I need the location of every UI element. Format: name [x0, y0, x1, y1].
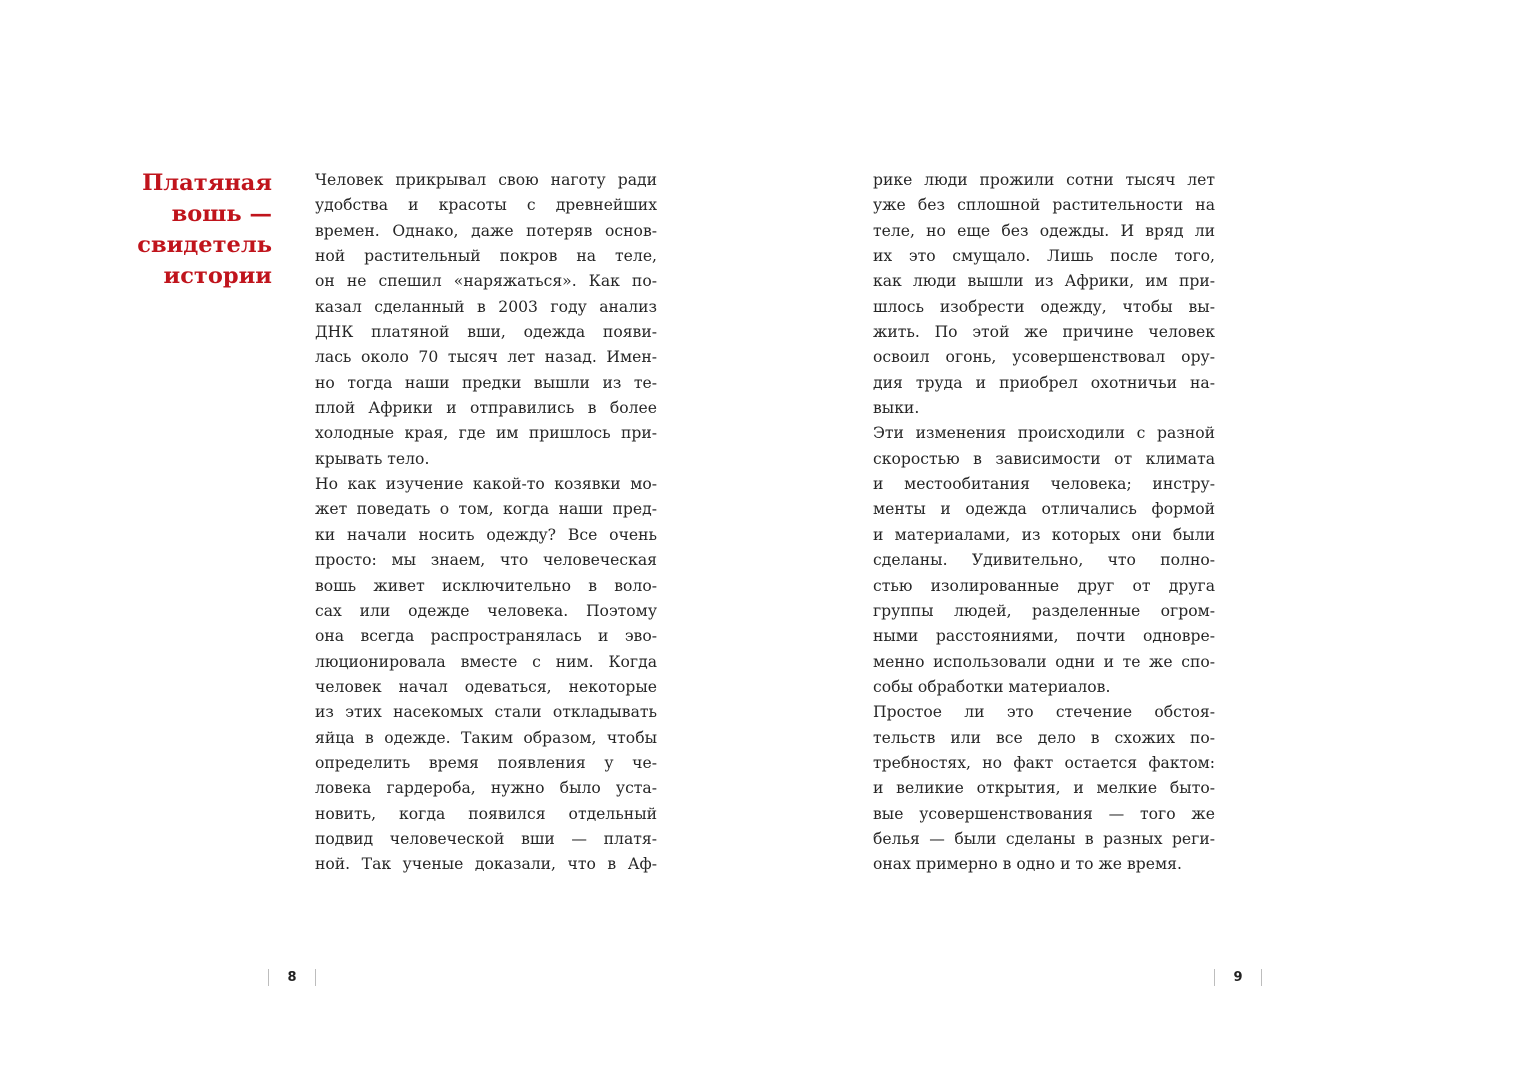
text-line: рике люди прожили сотни тысяч лет	[873, 171, 1215, 189]
heading-line: свидетель	[137, 232, 272, 258]
text-line: просто: мы знаем, что человеческая	[315, 551, 657, 570]
text-line: удобства и красоты с древнейших	[315, 196, 657, 215]
text-line: собы обработки материалов.	[873, 677, 1111, 696]
text-line: жить. По этой же причине человек	[873, 323, 1215, 342]
text-line: и великие открытия, и мелкие быто-	[873, 779, 1215, 798]
text-line: группы людей, разделенные огром-	[873, 601, 1215, 620]
page-number: 8	[287, 969, 297, 985]
text-line: ными расстояниями, почти одновре-	[873, 627, 1215, 646]
page-number-left	[268, 966, 316, 988]
text-line: подвид человеческой вши — платя-	[315, 829, 657, 848]
text-line: ной. Так ученые доказали, что в Аф-	[315, 855, 657, 874]
heading-line: истории	[163, 263, 272, 289]
text-line: теле, но еще без одежды. И вряд ли	[873, 221, 1215, 240]
text-line: менты и одежда отличались формой	[873, 500, 1215, 519]
text-line: вошь живет исключительно в воло-	[315, 576, 657, 595]
heading-line: Платяная	[142, 170, 272, 196]
text-line: он не спешил «наряжаться». Как по-	[315, 272, 657, 291]
text-line: освоил огонь, усовершенствовал ору-	[873, 348, 1215, 367]
chapter-heading	[130, 168, 272, 292]
right-page-text	[873, 168, 1215, 878]
text-line: вые усовершенствования — того же	[873, 804, 1215, 823]
text-line: времен. Однако, даже потеряв основ-	[315, 221, 657, 240]
text-line: Человек прикрывал свою наготу ради	[315, 171, 657, 189]
text-line: казал сделанный в 2003 году анализ	[315, 297, 657, 316]
text-line: как люди вышли из Африки, им при-	[873, 272, 1215, 291]
text-line: уже без сплошной растительности на	[873, 196, 1215, 215]
text-line: выки.	[873, 399, 920, 418]
left-page-text	[315, 168, 657, 878]
page-number-divider	[315, 969, 316, 986]
text-line: холодные края, где им пришлось при-	[315, 424, 657, 443]
page-number-right	[1214, 966, 1262, 988]
text-line: ловека гардероба, нужно было уста-	[315, 779, 657, 798]
text-line: онах примерно в одно и то же время.	[873, 855, 1182, 874]
text-line: и материалами, из которых они были	[873, 525, 1215, 544]
text-line: из этих насекомых стали откладывать	[315, 703, 657, 722]
text-line: менно использовали одни и те же спо-	[873, 652, 1215, 671]
text-line: скоростью в зависимости от климата	[873, 449, 1215, 468]
text-line: люционировала вместе с ним. Когда	[315, 652, 657, 671]
text-line: Эти изменения происходили с разной	[873, 424, 1215, 443]
text-line: человек начал одеваться, некоторые	[315, 677, 657, 696]
text-line: сах или одежде человека. Поэтому	[315, 601, 657, 620]
text-line: их это смущало. Лишь после того,	[873, 247, 1215, 266]
text-line: жет поведать о том, когда наши пред-	[315, 500, 657, 519]
text-line: крывать тело.	[315, 449, 430, 468]
text-line: тельств или все дело в схожих по-	[873, 728, 1215, 747]
text-line: Но как изучение какой-то козявки мо-	[315, 475, 657, 494]
page-number-divider	[1261, 969, 1262, 986]
text-line: белья — были сделаны в разных реги-	[873, 829, 1215, 848]
text-line: ной растительный покров на теле,	[315, 247, 657, 266]
text-line: дия труда и приобрел охотничьи на-	[873, 373, 1215, 392]
text-line: требностях, но факт остается фактом:	[873, 753, 1215, 772]
text-line: яйца в одежде. Таким образом, чтобы	[315, 728, 657, 747]
text-line: определить время появления у че-	[315, 753, 657, 772]
text-line: новить, когда появился отдельный	[315, 804, 657, 823]
text-line: ДНК платяной вши, одежда появи-	[315, 323, 657, 342]
text-line: стью изолированные друг от друга	[873, 576, 1215, 595]
text-line: плой Африки и отправились в более	[315, 399, 657, 418]
text-line: лась около 70 тысяч лет назад. Имен-	[315, 348, 657, 367]
text-line: и местообитания человека; инстру-	[873, 475, 1215, 494]
text-line: но тогда наши предки вышли из те-	[315, 373, 657, 392]
text-line: Простое ли это стечение обстоя-	[873, 703, 1215, 722]
heading-line: вошь —	[171, 201, 272, 227]
page-number: 9	[1233, 969, 1243, 985]
text-line: ки начали носить одежду? Все очень	[315, 525, 657, 544]
text-line: она всегда распространялась и эво-	[315, 627, 657, 646]
text-line: сделаны. Удивительно, что полно-	[873, 551, 1215, 570]
text-line: шлось изобрести одежду, чтобы вы-	[873, 297, 1215, 316]
